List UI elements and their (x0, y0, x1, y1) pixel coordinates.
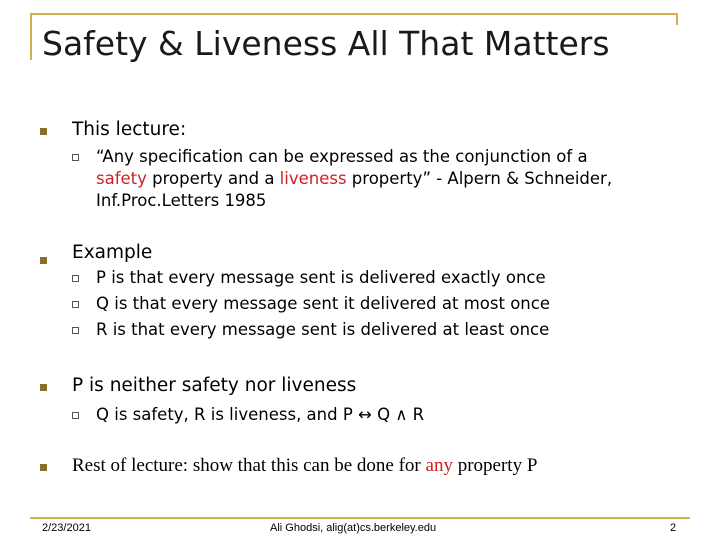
quote-line-3: Inf.Proc.Letters 1985 (96, 191, 267, 210)
sub-bullet-square-icon (72, 275, 79, 282)
q-safety-r-liveness: Q is safety, R is liveness, and P ↔ Q ∧ R (96, 405, 425, 424)
bullet-square-icon (40, 257, 47, 264)
sub-bullet-square-icon (72, 412, 79, 419)
bullet-square-icon (40, 128, 47, 135)
bullet-rest-of-lecture (72, 455, 537, 477)
any-highlight: any (425, 455, 453, 476)
example-q: Q is that every message sent it delivered at most once (96, 294, 550, 313)
safety-highlight: safety (96, 169, 147, 188)
title-frame-top (30, 13, 678, 15)
bullet-p-neither: P is neither safety nor liveness (72, 375, 357, 396)
footer-page-number: 2 (670, 522, 677, 534)
slide-title: Safety & Liveness All That Matters (42, 24, 610, 63)
bullet-this-lecture: This lecture: (72, 119, 187, 140)
footer-author: Ali Ghodsi, alig(at)cs.berkeley.edu (270, 522, 437, 534)
quote-line-2 (96, 169, 612, 188)
example-r: R is that every message sent is delivered at least once (96, 320, 550, 339)
title-frame-right (676, 13, 678, 25)
footer-divider (30, 517, 690, 519)
example-p: P is that every message sent is delivered exactly once (96, 268, 546, 287)
title-frame-left (30, 13, 32, 60)
quote-line-2-post: property” - Alpern & Schneider, (346, 169, 613, 188)
footer-date: 2/23/2021 (42, 522, 91, 534)
quote-line-1: “Any specification can be expressed as the conjunction of a (96, 147, 588, 166)
rest-post: property P (452, 455, 538, 476)
sub-bullet-square-icon (72, 301, 79, 308)
sub-bullet-square-icon (72, 154, 79, 161)
rest-pre: Rest of lecture: show that this can be done for (72, 455, 426, 476)
liveness-highlight: liveness (279, 169, 347, 188)
quote-line-2-mid: property and a (146, 169, 280, 188)
sub-bullet-square-icon (72, 327, 79, 334)
bullet-square-icon (40, 384, 47, 391)
bullet-example: Example (72, 242, 153, 263)
bullet-square-icon (40, 464, 47, 471)
